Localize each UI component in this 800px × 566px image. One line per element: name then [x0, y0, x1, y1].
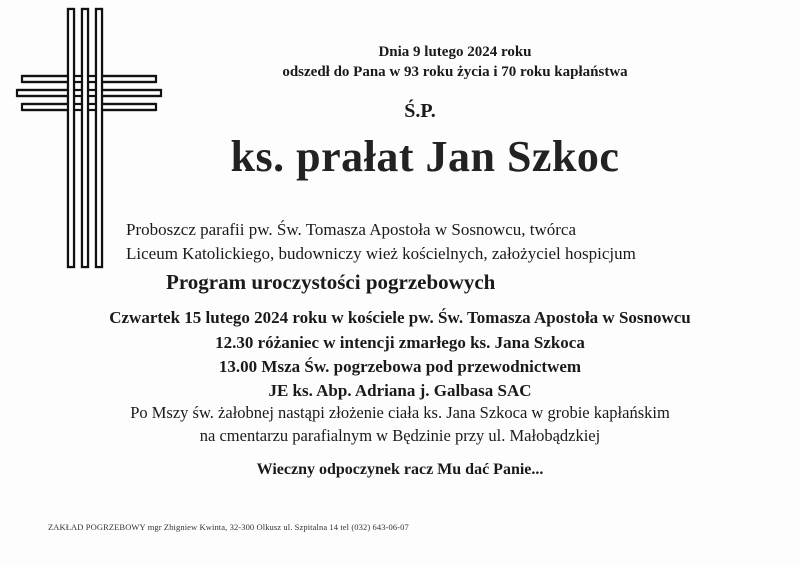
- sp-label: Ś.P.: [404, 100, 436, 122]
- program-line-6: na cmentarzu parafialnym w Będzinie przy ul. Małobądzkiej: [199, 426, 601, 445]
- program-line-2: 12.30 różaniec w intencji zmarłego ks. Jana Szkoca: [215, 333, 585, 352]
- date-line: Dnia 9 lutego 2024 roku: [378, 44, 532, 60]
- funeral-home-footer: ZAKŁAD POGRZEBOWY mgr Zbigniew Kwinta, 32-300 Olkusz ul. Szpitalna 14 tel (032) 643-06-07: [48, 522, 409, 532]
- deceased-name: ks. prałat Jan Szkoc: [230, 132, 620, 181]
- closing-prayer: Wieczny odpoczynek racz Mu dać Panie...: [256, 461, 544, 478]
- description-line-1: Proboszcz parafii pw. Św. Tomasza Apostoła w Sosnowcu, twórca: [126, 220, 577, 239]
- program-line-3: 13.00 Msza Św. pogrzebowa pod przewodnictwem: [218, 357, 582, 376]
- program-title: Program uroczystości pogrzebowych: [166, 270, 496, 294]
- death-line: odszedł do Pana w 93 roku życia i 70 roku kapłaństwa: [282, 64, 628, 80]
- program-line-5: Po Mszy św. żałobnej nastąpi złożenie ciała ks. Jana Szkoca w grobie kapłańskim: [130, 403, 670, 422]
- program-line-1: Czwartek 15 lutego 2024 roku w kościele pw. Św. Tomasza Apostoła w Sosnowcu: [109, 308, 691, 327]
- program-line-4: JE ks. Abp. Adriana j. Galbasa SAC: [268, 381, 532, 400]
- description-line-2: Liceum Katolickiego, budowniczy wież kościelnych, założyciel hospicjum: [126, 244, 636, 263]
